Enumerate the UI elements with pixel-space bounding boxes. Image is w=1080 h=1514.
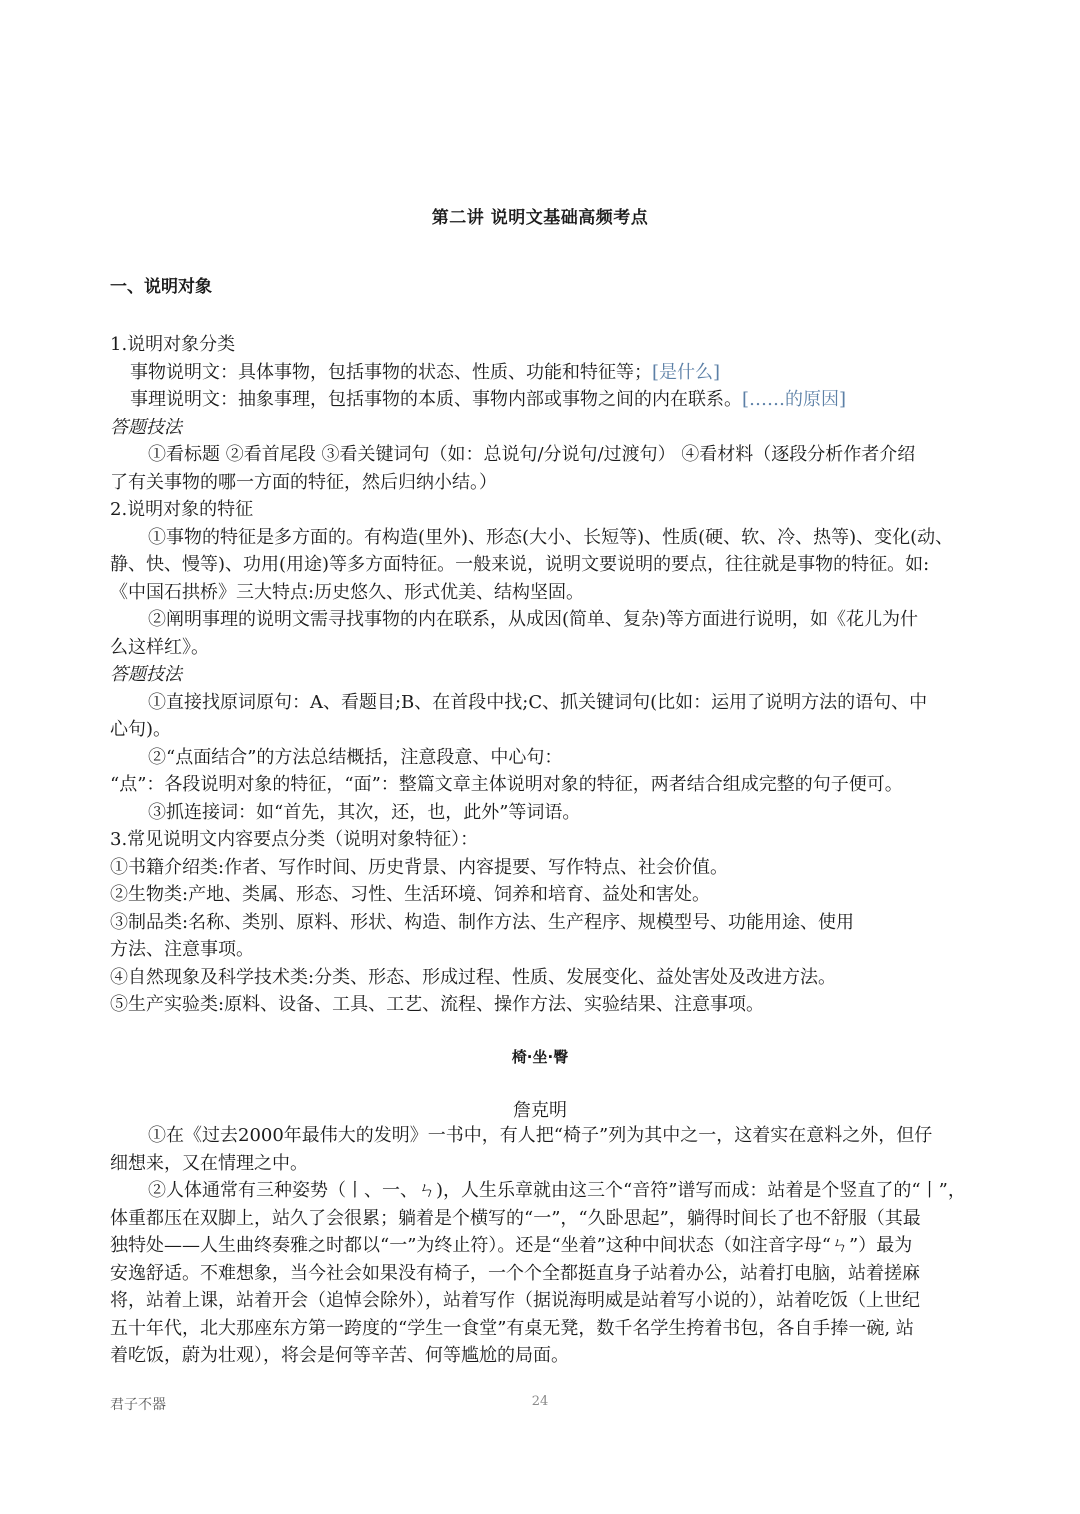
paragraph-line: 心句)。 xyxy=(110,719,172,740)
text-span: 事物说明文：具体事物，包括事物的状态、性质、功能和特征等； xyxy=(130,361,652,383)
paragraph-line: ①事物的特征是多方面的。有构造(里外)、形态(大小、长短等)、性质(硬、软、冷、热等)、变化(动、 xyxy=(148,526,954,548)
paragraph-line: 么这样红》。 xyxy=(110,636,209,658)
bracket-note: [……的原因] xyxy=(742,389,847,410)
list-item: ②生物类:产地、类属、形态、习性、生活环境、饲养和培育、益处和害处。 xyxy=(110,884,711,905)
essay-line: 五十年代，北大那座东方第一跨度的“学生一食堂”有桌无凳，数千名学生挎着书包，各自手捧一碗, 站 xyxy=(110,1317,914,1339)
essay-line: 安逸舒适。不难想象，当今社会如果没有椅子，一个个全都挺直身子站着办公，站着打电脑，站着搓麻 xyxy=(110,1262,920,1284)
body-text xyxy=(110,331,972,1019)
lecture-title: 第二讲 说明文基础高频考点 xyxy=(431,208,649,228)
subsection-heading: 1.说明对象分类 xyxy=(110,334,236,355)
essay-line: ①在《过去2000年最伟大的发明》一书中，有人把“椅子”列为其中之一，这着实在意料之外，但仔 xyxy=(148,1125,933,1146)
essay-author: 詹克明 xyxy=(513,1100,567,1121)
paragraph-line xyxy=(110,359,972,387)
page-number: 24 xyxy=(531,1394,549,1409)
list-item: ①书籍介绍类:作者、写作时间、历史背景、内容提要、写作特点、社会价值。 xyxy=(110,856,729,878)
essay-title: 椅·坐·臀 xyxy=(511,1048,569,1066)
paragraph-line: 静、快、慢等)、功用(用途)等多方面特征。一般来说，说明文要说明的要点，往往就是事物的特征。如: xyxy=(110,554,930,575)
essay-line: 体重都压在双脚上，站久了会很累；躺着是个横写的“一”，“久卧思起”，躺得时间长了也不舒服（其最 xyxy=(110,1207,921,1229)
paragraph-line: ③抓连接词：如“首先，其次，还，也，此外”等词语。 xyxy=(148,801,581,823)
list-item: ④自然现象及科学技术类:分类、形态、形成过程、性质、发展变化、益处害处及改进方法。 xyxy=(110,966,837,988)
paragraph-line: 《中国石拱桥》三大特点:历史悠久、形式优美、结构坚固。 xyxy=(110,581,585,603)
subsection-heading: 3.常见说明文内容要点分类（说明对象特征）： xyxy=(110,829,479,850)
paragraph-line xyxy=(110,386,972,414)
list-item: ③制品类:名称、类别、原料、形状、构造、制作方法、生产程序、规模型号、功能用途、使用 xyxy=(110,911,855,933)
list-item: 方法、注意事项。 xyxy=(110,939,254,960)
paragraph-line: 了有关事物的哪一方面的特征，然后归纳小结。） xyxy=(110,471,497,493)
footer-signature: 君子不器 xyxy=(110,1397,166,1413)
paragraph-line: “点”：各段说明对象的特征，“面”：整篇文章主体说明对象的特征，两者结合组成完整的句子便可。 xyxy=(110,774,903,795)
technique-label: 答题技法 xyxy=(110,664,182,685)
section-heading: 一、说明对象 xyxy=(110,277,212,297)
bracket-note: [是什么] xyxy=(652,361,721,383)
essay-line: 着吃饭，蔚为壮观），将会是何等辛苦、何等尴尬的局面。 xyxy=(110,1345,569,1366)
essay-line: 独特处——人生曲终奏雅之时都以“一”为终止符）。还是“坐着”这种中间状态（如注音字母“ㄣ”）最为 xyxy=(110,1235,913,1256)
paragraph-line: ②“点面结合”的方法总结概括，注意段意、中心句： xyxy=(148,746,563,768)
paragraph-line: ①直接找原词原句：A、看题目;B、在首段中找;C、抓关键词句(比如：运用了说明方法的语句、中 xyxy=(148,691,928,713)
technique-label: 答题技法 xyxy=(110,416,182,438)
essay-line: 将，站着上课，站着开会（追悼会除外），站着写作（据说海明威是站着写小说的），站着吃饭（上世纪 xyxy=(110,1290,920,1311)
essay-body xyxy=(110,1122,972,1370)
list-item: ⑤生产实验类:原料、设备、工具、工艺、流程、操作方法、实验结果、注意事项。 xyxy=(110,994,765,1015)
essay-line: ②人体通常有三种姿势（丨、一、ㄣ)，人生乐章就由这三个“音符”谱写而成：站着是个竖直了的“丨”， xyxy=(148,1180,966,1201)
text-span: 事理说明文：抽象事理，包括事物的本质、事物内部或事物之间的内在联系。 xyxy=(130,389,742,410)
essay-line: 细想来，又在情理之中。 xyxy=(110,1152,308,1174)
paragraph-line: ①看标题 ②看首尾段 ③看关键词句（如：总说句/分说句/过渡句） ④看材料（逐段分析作者介绍 xyxy=(148,444,916,465)
subsection-heading: 2.说明对象的特征 xyxy=(110,499,254,520)
paragraph-line: ②阐明事理的说明文需寻找事物的内在联系，从成因(简单、复杂)等方面进行说明，如《花儿为什 xyxy=(148,609,919,630)
